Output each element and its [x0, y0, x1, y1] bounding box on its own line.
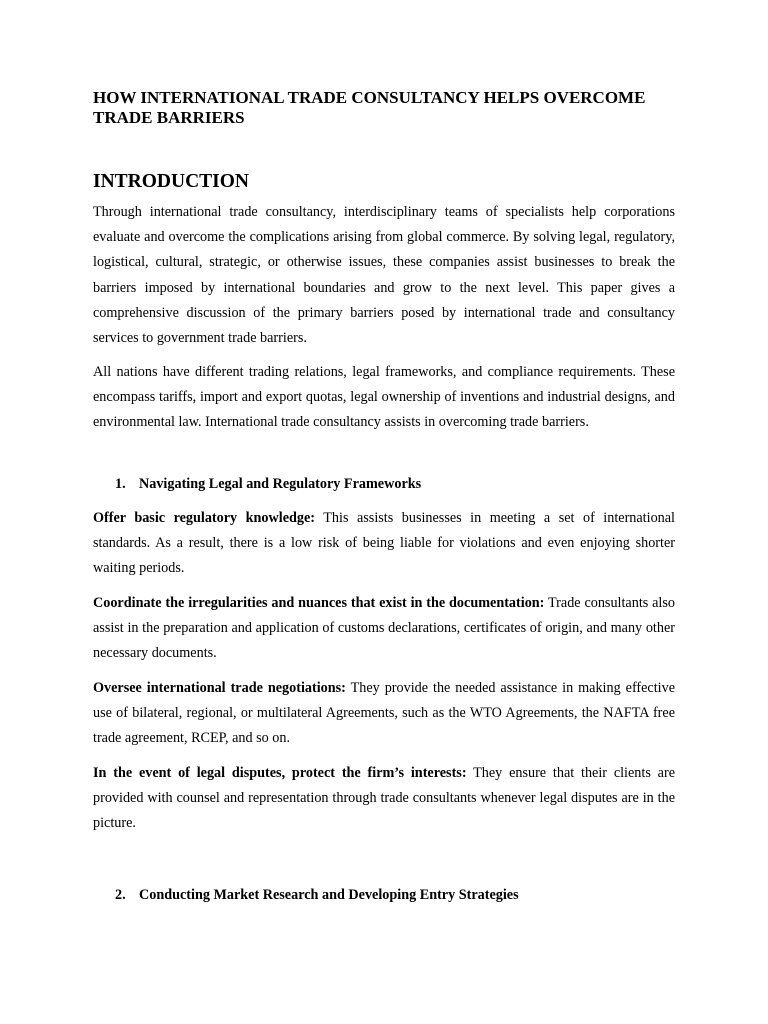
item-text: This assists businesses in meeting a set of international standards. As a result, there is a low risk of being liable for violations and even enjoying shorter waiting periods. — [93, 510, 675, 577]
section-1-item-4 — [93, 761, 675, 837]
intro-paragraph-1: Through international trade consultancy, interdisciplinary teams of specialists help corporations evaluate and overcome the complications arising from global commerce. By solving legal, regulatory, logistical, cultural, strategic, or otherwise issues, these companies assist businesses to break the barriers imposed by international boundaries and grow to the next level. This paper gives a comprehensive discussion of the primary barriers posed by international trade and consultancy services to government trade barriers. — [93, 204, 675, 347]
item-lead: Offer basic regulatory knowledge: — [93, 510, 316, 526]
section-number: 2. — [115, 887, 126, 903]
section-heading-2 — [115, 885, 519, 905]
section-title: Navigating Legal and Regulatory Frameworks — [139, 476, 422, 492]
section-1-item-3 — [93, 676, 675, 752]
item-text: They provide the needed assistance in making effective use of bilateral, regional, or multilateral Agreements, such as the WTO Agreements, the NAFTA free trade agreement, RCEP, and so on. — [93, 680, 676, 747]
section-1-item-1 — [93, 506, 675, 582]
document-title: HOW INTERNATIONAL TRADE CONSULTANCY HELPS OVERCOME TRADE BARRIERS — [93, 88, 646, 127]
item-lead: In the event of legal disputes, protect the firm’s interests: — [93, 765, 467, 781]
item-text: Trade consultants also assist in the preparation and application of customs declarations, certificates of origin, and many other necessary documents. — [93, 595, 675, 662]
item-text: They ensure that their clients are provided with counsel and representation through trade consultants whenever legal disputes are in the picture. — [93, 765, 675, 832]
introduction-heading: INTRODUCTION — [93, 171, 250, 192]
section-1-item-2 — [93, 591, 675, 667]
section-number: 1. — [115, 476, 126, 492]
section-title: Conducting Market Research and Developing Entry Strategies — [139, 887, 519, 903]
item-lead: Oversee international trade negotiations: — [93, 680, 346, 696]
item-lead: Coordinate the irregularities and nuances that exist in the documentation: — [93, 595, 545, 611]
section-heading-1 — [115, 474, 421, 494]
intro-paragraph-2: All nations have different trading relations, legal frameworks, and compliance requirements. These encompass tariffs, import and export quotas, legal ownership of inventions and industrial designs, and environmental law. International trade consultancy assists in overcoming trade barriers. — [93, 364, 675, 431]
